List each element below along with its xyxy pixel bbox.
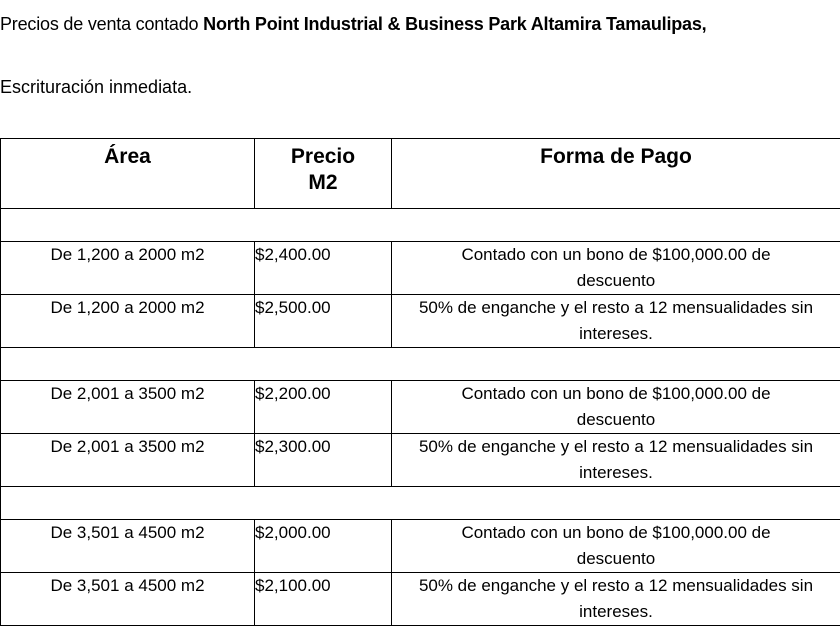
group-spacer-row [1, 487, 840, 520]
table-row [1, 434, 840, 487]
payment-cell [392, 434, 840, 487]
area-cell: De 2,001 a 3500 m2 [1, 434, 255, 487]
group-spacer-row [1, 209, 840, 242]
payment-line1: 50% de enganche y el resto a 12 mensualidades sin [418, 298, 814, 317]
payment-line1: 50% de enganche y el resto a 12 mensualidades sin [418, 437, 814, 456]
payment-cell [392, 520, 840, 573]
payment-cell [392, 573, 840, 626]
payment-line1: Contado con un bono de $100,000.00 de [461, 384, 771, 403]
header-precio [255, 139, 392, 209]
price-table [0, 138, 840, 626]
area-cell: De 3,501 a 4500 m2 [1, 520, 255, 573]
header-forma: Forma de Pago [392, 139, 840, 209]
payment-line2: descuento [576, 271, 656, 290]
price-cell: $2,000.00 [255, 520, 392, 573]
payment-line1: 50% de enganche y el resto a 12 mensualidades sin [418, 576, 814, 595]
spacer-cell [392, 487, 840, 520]
area-cell: De 2,001 a 3500 m2 [1, 381, 255, 434]
document-heading [0, 14, 706, 35]
price-cell: $2,300.00 [255, 434, 392, 487]
area-cell: De 1,200 a 2000 m2 [1, 242, 255, 295]
heading-prefix: Precios de venta contado [0, 14, 204, 34]
payment-line2: intereses. [579, 463, 653, 482]
table-row [1, 573, 840, 626]
header-precio-line2: M2 [308, 171, 338, 194]
payment-cell [392, 295, 840, 348]
header-area: Área [1, 139, 255, 209]
price-cell: $2,400.00 [255, 242, 392, 295]
table-header-row [1, 139, 840, 209]
payment-line2: descuento [576, 549, 656, 568]
spacer-cell [392, 348, 840, 381]
payment-cell [392, 381, 840, 434]
price-cell: $2,200.00 [255, 381, 392, 434]
spacer-cell [392, 209, 840, 242]
table-row [1, 295, 840, 348]
table-row [1, 381, 840, 434]
area-cell: De 3,501 a 4500 m2 [1, 573, 255, 626]
price-cell: $2,500.00 [255, 295, 392, 348]
header-precio-line1: Precio [290, 145, 356, 168]
spacer-cell [255, 487, 392, 520]
deed-note: Escrituración inmediata. [0, 77, 193, 97]
payment-cell [392, 242, 840, 295]
table-row [1, 242, 840, 295]
payment-line2: intereses. [579, 324, 653, 343]
spacer-cell [1, 487, 255, 520]
group-spacer-row [1, 348, 840, 381]
price-cell: $2,100.00 [255, 573, 392, 626]
table-row [1, 520, 840, 573]
spacer-cell [255, 209, 392, 242]
spacer-cell [1, 348, 255, 381]
spacer-cell [1, 209, 255, 242]
park-name: North Point Industrial & Business Park Altamira Tamaulipas, [203, 14, 707, 34]
payment-line2: descuento [576, 410, 656, 429]
spacer-cell [255, 348, 392, 381]
area-cell: De 1,200 a 2000 m2 [1, 295, 255, 348]
payment-line1: Contado con un bono de $100,000.00 de [461, 523, 771, 542]
payment-line1: Contado con un bono de $100,000.00 de [461, 245, 771, 264]
payment-line2: intereses. [579, 602, 653, 621]
